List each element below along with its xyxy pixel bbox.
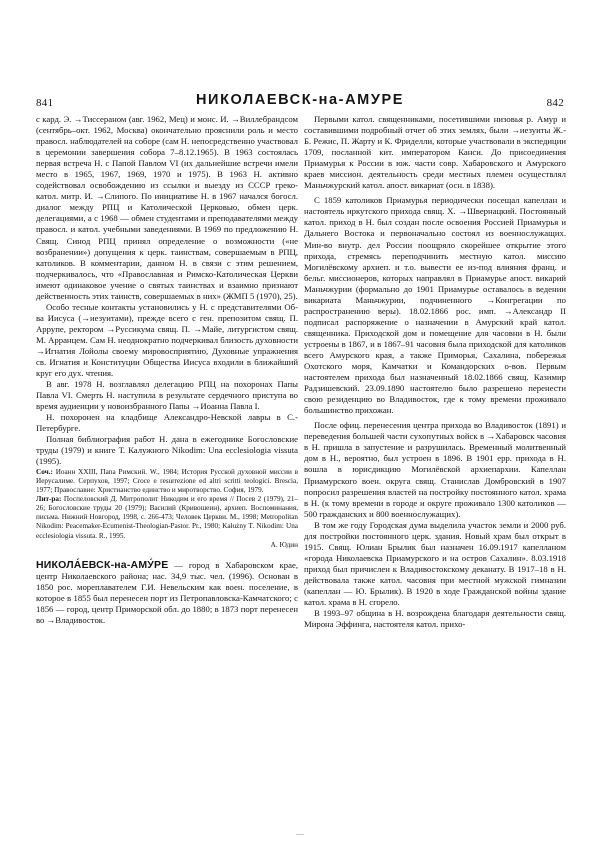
literature-label: Лит-ра: (36, 494, 62, 503)
paragraph: Полная библиография работ Н. дана в ежегоднике Богословские труды (1979) и книге Т. Калужного Nikodim: Una ecclesiologia vissuta (1995). (36, 434, 298, 467)
paragraph: В том же году Городская дума выделила участок земли и 2000 руб. для постройки постоянного церк. здания. Новый храм был открыт в 1915. Свящ. Юлиан Брылик был назначен 16.09.1917 капелланом «города Николаевска Приамурского и на остров Сахалин». 8.03.1918 приход был причислен к Владивостокскому деканату. В 1917–18 в Н. действовала также катол. часовня при местной мужской гимназии (капеллан — Ю. Брылик). В 1920 в ходе Гражданской войны здание катол. храма в Н. сгорело. (304, 519, 566, 608)
paragraph: В 1993–97 община в Н. возрождена благодаря деятельности свящ. Мирона Эффинга, настоятеля катол. прихо- (304, 608, 566, 630)
paragraph: Особо тесные контакты установились у Н. с представителями Об-ва Иисуса (→иезуитами), прежде всего с ген. препозитом свящ. П. Аррупе, ректором →Руссикума свящ. П. →Майе, литургистом свящ. М. Арранцем. Сам Н. неоднократно подчеркивал близость духовности →Игнатия Лойолы своему мировосприятию, Духовные упражнения св. Игнатия и Конституции Общества Иисуса входили в ближайший круг его дух. чтения. (36, 301, 298, 379)
paragraph: С 1859 католиков Приамурья периодически посещал капеллан и настоятель иркутского прихода свящ. Х. →Швернацкий. Постоянный катол. приход в Н. был создан после освоения Россией Приамурья и Дальнего Востока и первоначально состоял из военнослужащих. Мин-во внутр. дел России поощряло скорейшее открытие этого прихода, стремясь переподчинить местную катол. миссию Могилёвскому архиеп. и т.о. вывести ее из-под влияния франц. и бельг. миссионеров, которых направлял в Приамурье апост. викарий Маньчжурии (формально до 1901 Приамурье оставалось в ведении викариата Маньчжурии, подчиненного →Конгрегации по распространению веры). 18.02.1866 рос. имп. →Александр II подписал распоряжение о назначении в Амурский край катол. священника. Приходской дом и помещение для часовни в Н. были устроены в 1867, и в 1867–91 часовня была приходской для католиков всего Амурского края, а также Приморья, Сахалина, побережья Охотского моря, Камчатки и Командорских о-вов. Первым настоятелем прихода был назначенный 18.02.1866 свящ. Казимир Радзишевский. 23.09.1890 настоятелю было разрешено перенести свою резиденцию во Владивосток, где к тому времени проживало большинство прихожан. (304, 195, 566, 416)
author-signature: А. Юдин (270, 540, 298, 549)
works-list (36, 468, 298, 495)
paragraph: с кард. Э. →Тиссераном (авг. 1962, Мец) и монс. И. →Виллебрандсом (сентябрь–окт. 1962, Москва) окончательно прояснили роль и место правосл. наблюдателей на соборе (сам Н. непосредственно участвовал в церемонии завершения собора 7–8.12.1965). В 1963 состоялась первая встреча Н. с Папой Павлом VI (их дальнейшие встречи имели место в 1965, 1967, 1969, 1970 и 1975). В 1963 Н. активно содействовал освобождению из ссылки и выезду из СССР греко-катол. митр. И. →Слипого. По инициативе Н. в 1967 начался богосл. диалог между РПЦ и Католической Церковью, обмен церк. делегациями, а с 1968 — обмен студентами и преподавателями между правосл. и катол. учебными заведениями. В 1969 по предложению Н. Свящ. Синод РПЦ принял определение о возможности («не возбранении») допущения к церк. таинствам, совершаемым в РПЦ, католиков. В комментарии, данном Н. в связи с этим решением, подчеркивалось, что «Православная и Римско-Католическая Церкви имеют одинаковое учение о святых таинствах и взаимно признают действенность этих таинств, совершаемых в них» (ЖМП 5 (1970), 25). (36, 114, 298, 301)
running-title: НИКОЛАЕВСК-на-АМУРЕ (195, 92, 404, 108)
entry-nikolaevsk (36, 560, 298, 626)
footer-mark (296, 834, 304, 835)
paragraph: Первыми катол. священниками, посетившими низовья р. Амур и составившими подробный отчет об этих землях, были →иезуиты Ж.-Б. Режис, П. Жарту и К. Фриделли, которые участвовали в экспедиции 1709, посланной кит. императором Канси. До присоединения Приамурья к России в юж. части совр. Хабаровского и Амурского краев миссион. деятельность среди местных племен осуществлял Маньчжурский катол. апост. викариат (осн. в 1838). (304, 114, 566, 191)
literature-text: Поспеловский Д. Митрополит Никодим и его время // Посев 2 (1979), 21–26; Богословские труды 20 (1979); Василий (Кривошеин), архиеп. Воспоминания, письма. Нижний Новгород, 1998, с. 266-473; Человек Церкви. М., 1998; Metropolitan Nikodim: Peacemaker-Ecumenist-Theologian-Pastor. Pr., 1980; Kałużny T. Nikodim: Una ecclesiologia vissuta. R., 1995. (36, 494, 298, 540)
works-label: Соч.: (36, 467, 53, 476)
page-number-right: 842 (546, 97, 564, 109)
entry-text: — город в Хабаровском крае, центр Николаевского района; нас. 34,9 тыс. чел. (1996). Основан в 1850 рос. мореплавателем Г.И. Невельским как воен. поселение, в которое в 1855 был перенесен порт из Петропавловска-Камчатского; с 1856 — город, центр Приморской обл. до 1880; в 1873 порт перенесен во →Владивосток. (36, 559, 298, 626)
paragraph: После офиц. перенесения центра прихода во Владивосток (1891) и переведения большей части сухопутных войск в →Хабаровск часовня в Н. пришла в запустение и разрушилась. Временный молитвенный дом в Н., вероятно, был устроен в 1896. В 1901 epр. прихода в Н. вошла в юрисдикцию Могилёвской архиепархии. Капеллан Приамурского воен. округа свящ. Станислав Домбровский в 1907 попросил разрешения властей на постройку постоянного катол. храма в Н. (к тому времени в городе и округе проживало 1300 католиков — 500 гражданских и 800 военнослужащих). (304, 420, 566, 519)
paragraph: Н. похоронен на кладбище Александро-Невской лавры в С.-Петербурге. (36, 412, 298, 434)
left-column (36, 114, 298, 826)
paragraph: В авг. 1978 Н. возглавлял делегацию РПЦ на похоронах Папы Павла VI. Смерть Н. наступила в результате сердечного приступа во время аудиенции у новоизбранного Папы →Иоанна Павла I. (36, 379, 298, 412)
page-number-left: 841 (36, 97, 54, 109)
right-column (304, 114, 566, 826)
entry-headword: НИКОЛА́ЕВСК-на-АМУ́РЕ (36, 558, 169, 571)
literature-list (36, 495, 298, 541)
works-text: Иоанн XXIII, Папа Римский. W., 1984; История Русской духовной миссии в Иерусалиме. Серпухов, 1997; Croce e resurrezione ed altri scritti teologici. Brescia, 1977; Православие: Христианство единство и миротворство. София, 1979. (36, 467, 298, 494)
